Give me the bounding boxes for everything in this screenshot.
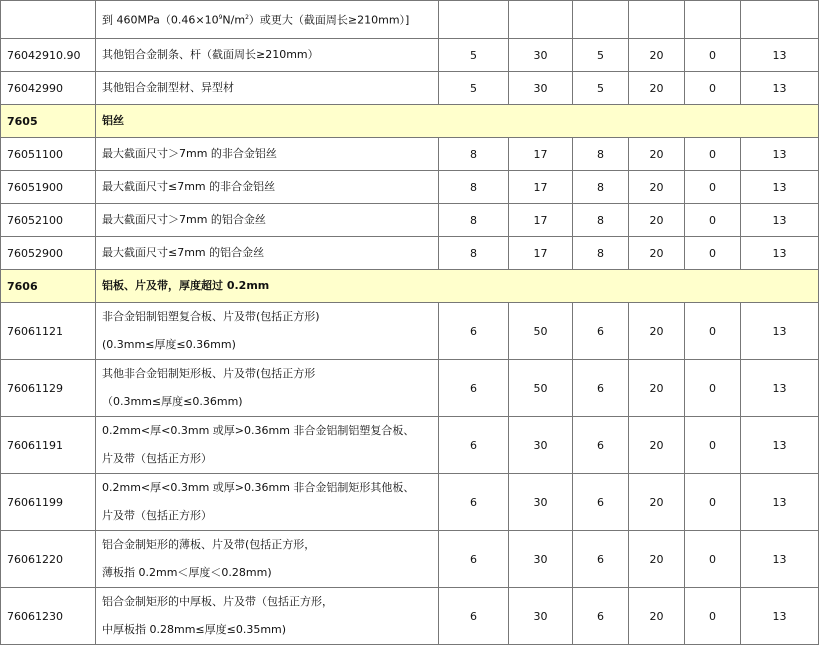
rate-cell: 0 <box>685 474 741 531</box>
rate-cell: 20 <box>629 39 685 72</box>
rate-cell: 13 <box>741 588 819 645</box>
rate-cell: 8 <box>439 138 509 171</box>
description-cell <box>96 588 439 645</box>
description-line: 铝合金制矩形的中厚板、片及带（包括正方形， <box>102 595 333 608</box>
rate-cell: 50 <box>509 303 573 360</box>
rate-cell: 20 <box>629 204 685 237</box>
rate-cell: 30 <box>509 417 573 474</box>
rate-cell: 20 <box>629 417 685 474</box>
rate-cell: 17 <box>509 171 573 204</box>
rate-cell: 8 <box>439 237 509 270</box>
rate-cell: 6 <box>573 474 629 531</box>
rate-cell: 20 <box>629 171 685 204</box>
rate-cell: 30 <box>509 474 573 531</box>
section-code: 7605 <box>1 105 96 138</box>
rate-cell: 6 <box>573 360 629 417</box>
section-header-row <box>1 105 819 138</box>
table-row <box>1 417 819 474</box>
section-header-row <box>1 270 819 303</box>
rate-cell: 17 <box>509 138 573 171</box>
description-line: 铝合金制矩形的薄板、片及带(包括正方形， <box>102 538 316 551</box>
table-row <box>1 588 819 645</box>
description-cell: 到 $460MPa(0.46\times 10^9N/m^2)$或更大（截面周长≥210mm）] <box>96 1 439 39</box>
rate-cell: 13 <box>741 531 819 588</box>
description-cell <box>96 303 439 360</box>
code-cell: 76051900 <box>1 171 96 204</box>
rate-cell: 0 <box>685 171 741 204</box>
rate-cell: 20 <box>629 72 685 105</box>
rate-cell: 20 <box>629 474 685 531</box>
description-cell: 最大截面尺寸＞7mm 的铝合金丝 <box>96 204 439 237</box>
description-line: 片及带（包括正方形） <box>102 509 212 522</box>
description-cell: 最大截面尺寸≤7mm 的铝合金丝 <box>96 237 439 270</box>
code-cell: 76061199 <box>1 474 96 531</box>
code-cell: 76052100 <box>1 204 96 237</box>
description-cell: 最大截面尺寸＞7mm 的非合金铝丝 <box>96 138 439 171</box>
description-line: 片及带（包括正方形） <box>102 452 212 465</box>
rate-cell: 20 <box>629 138 685 171</box>
rate-cell: 8 <box>573 237 629 270</box>
rate-cell: 20 <box>629 303 685 360</box>
description-line: 0.2mm<厚<0.3mm 或厚>0.36mm 非合金铝制矩形其他板、 <box>102 481 415 494</box>
code-cell: 76042910.90 <box>1 39 96 72</box>
rate-cell: 0 <box>685 237 741 270</box>
code-cell: 76051100 <box>1 138 96 171</box>
description-cell <box>96 531 439 588</box>
rate-cell: 13 <box>741 303 819 360</box>
rate-cell: 8 <box>439 171 509 204</box>
rate-cell: 0 <box>685 417 741 474</box>
rate-cell: 5 <box>439 39 509 72</box>
rate-cell: 6 <box>573 417 629 474</box>
section-title: 铝丝 <box>96 105 819 138</box>
rate-cell: 13 <box>741 138 819 171</box>
table-row <box>1 474 819 531</box>
description-cell: 其他铝合金制条、杆（截面周长≥210mm） <box>96 39 439 72</box>
rate-cell: 13 <box>741 204 819 237</box>
table-row <box>1 303 819 360</box>
rate-cell: 8 <box>573 138 629 171</box>
table-row <box>1 531 819 588</box>
rate-cell: 20 <box>629 531 685 588</box>
description-cell: 其他铝合金制型材、异型材 <box>96 72 439 105</box>
code-cell: 76061129 <box>1 360 96 417</box>
rate-cell: 20 <box>629 588 685 645</box>
table-row <box>1 204 819 237</box>
rate-cell: 5 <box>573 72 629 105</box>
code-cell <box>1 1 96 39</box>
rate-cell: 20 <box>629 360 685 417</box>
rate-cell: 0 <box>685 588 741 645</box>
rate-cell: 0 <box>685 39 741 72</box>
rate-cell: 0 <box>685 360 741 417</box>
rate-cell: 8 <box>439 204 509 237</box>
table-row <box>1 171 819 204</box>
rate-cell: 30 <box>509 72 573 105</box>
rate-cell: 6 <box>439 360 509 417</box>
description-line: 0.2mm<厚<0.3mm 或厚>0.36mm 非合金铝制铝塑复合板、 <box>102 424 415 437</box>
rate-cell: 0 <box>685 138 741 171</box>
description-line: 非合金铝制铝塑复合板、片及带(包括正方形) <box>102 310 320 323</box>
table-row <box>1 72 819 105</box>
rate-cell: 0 <box>685 303 741 360</box>
rate-cell: 50 <box>509 360 573 417</box>
rate-cell: 30 <box>509 531 573 588</box>
rate-cell: 5 <box>573 39 629 72</box>
table-row <box>1 360 819 417</box>
rate-cell: 13 <box>741 360 819 417</box>
rate-cell: 0 <box>685 204 741 237</box>
description-line: 其他非合金铝制矩形板、片及带(包括正方形 <box>102 367 316 380</box>
rate-cell: 6 <box>573 531 629 588</box>
description-cell <box>96 417 439 474</box>
rate-cell: 0 <box>685 531 741 588</box>
rate-cell: 8 <box>573 171 629 204</box>
description-line: 中厚板指 0.28mm≤厚度≤0.35mm) <box>102 623 287 636</box>
rate-cell: 6 <box>439 303 509 360</box>
table-row <box>1 39 819 72</box>
code-cell: 76061220 <box>1 531 96 588</box>
rate-cell: 13 <box>741 72 819 105</box>
rate-cell: 13 <box>741 237 819 270</box>
description-line: （0.3mm≤厚度≤0.36mm) <box>102 395 243 408</box>
code-cell: 76042990 <box>1 72 96 105</box>
section-code: 7606 <box>1 270 96 303</box>
description-cell <box>96 474 439 531</box>
rate-cell: 6 <box>573 303 629 360</box>
rate-cell: 6 <box>439 531 509 588</box>
rate-cell: 13 <box>741 39 819 72</box>
rate-cell: 8 <box>573 204 629 237</box>
description-cell: 最大截面尺寸≤7mm 的非合金铝丝 <box>96 171 439 204</box>
table-row <box>1 138 819 171</box>
table-row-fragment <box>1 1 819 39</box>
rate-cell: 6 <box>439 474 509 531</box>
rate-cell: 6 <box>573 588 629 645</box>
rate-cell: 13 <box>741 417 819 474</box>
description-line: 薄板指 0.2mm＜厚度＜0.28mm) <box>102 566 272 579</box>
rate-cell: 6 <box>439 417 509 474</box>
rate-cell: 30 <box>509 588 573 645</box>
code-cell: 76061191 <box>1 417 96 474</box>
rate-cell: 6 <box>439 588 509 645</box>
code-cell: 76052900 <box>1 237 96 270</box>
code-cell: 76061230 <box>1 588 96 645</box>
rate-cell: 17 <box>509 237 573 270</box>
code-cell: 76061121 <box>1 303 96 360</box>
rate-cell: 13 <box>741 171 819 204</box>
rate-cell: 5 <box>439 72 509 105</box>
description-line: (0.3mm≤厚度≤0.36mm) <box>102 338 236 351</box>
rate-cell: 17 <box>509 204 573 237</box>
rate-cell: 30 <box>509 39 573 72</box>
table-row <box>1 237 819 270</box>
rate-cell: 20 <box>629 237 685 270</box>
rate-cell: 13 <box>741 474 819 531</box>
description-cell <box>96 360 439 417</box>
rate-cell: 0 <box>685 72 741 105</box>
section-title: 铝板、片及带，厚度超过 0.2mm <box>96 270 819 303</box>
